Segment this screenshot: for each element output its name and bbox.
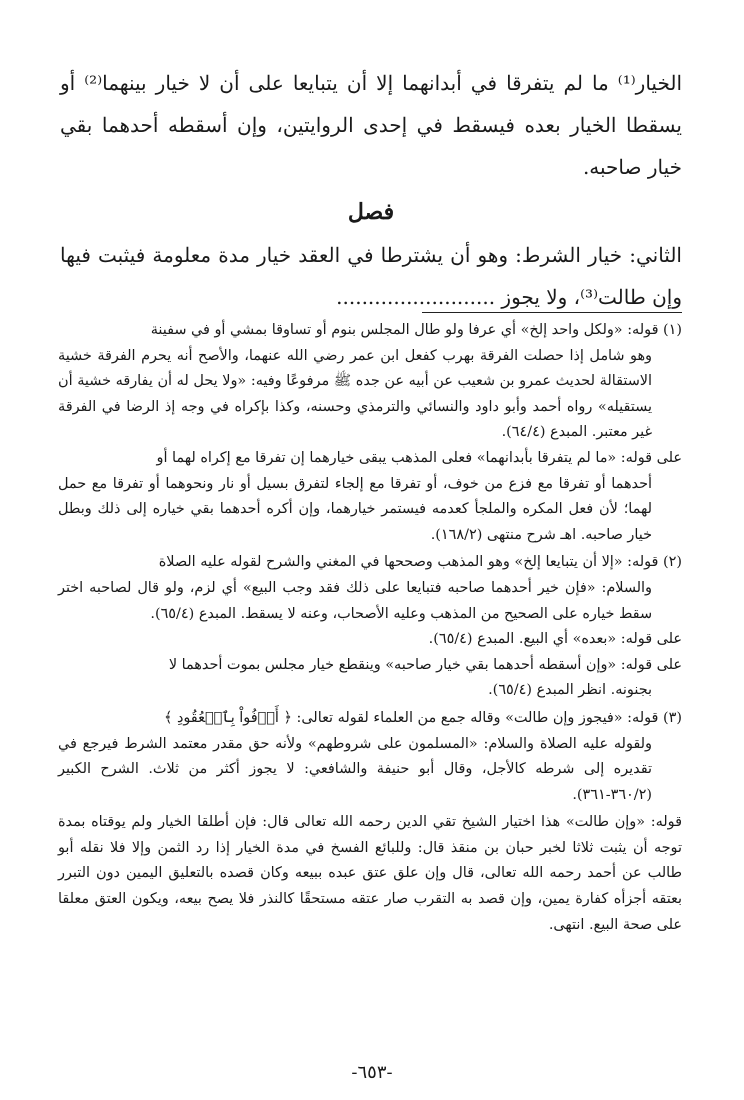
footnotes [58,318,682,938]
footnote-2-lead: (٢) قوله: «إلا أن يتبايعا إلخ» وهو المذهب وصححها في المغني والشرح لقوله عليه الصلاة [158,554,682,571]
footnote-1-comment-lead: على قوله: «ما لم يتفرقا بأبدانهما» فعلى المذهب يبقى خيارهما إن تفرقا مع إكراه لهما أو [156,449,682,466]
page-number: -٦٥٣- [351,1062,393,1083]
footnote-2-body: والسلام: «فإن خير أحدهما صاحبه فتبايعا على ذلك فقد وجب البيع» أي لزم، ولو قال لصاحبه اختر سقط خياره على الصحيح من المذهب وعليه الأصحاب، وعنه لا يسقط. المبدع (٦٥/٤). [58,579,652,622]
main-text [60,62,682,318]
footnote-1-lead: (١) قوله: «ولكل واحد إلخ» أي عرفا ولو طال المجلس بنوم أو تساوقا بمشي أو في سفينة [150,322,682,338]
footnote-2-comment-2-body: بجنونه. انظر المبدع (٦٥/٤). [488,682,652,699]
section-heading: فصل [347,199,395,225]
footnote-2-comment-1: على قوله: «بعده» أي البيع. المبدع (٦٥/٤). [428,631,682,648]
footnote-2-comment-2-lead: على قوله: «وإن أسقطه أحدهما بقي خيار صاحبه» وينقطع خيار مجلس بموت أحدهما لا [168,656,682,673]
main-paragraph-2: الثاني: خيار الشرط: وهو أن يشترطا في العقد خيار مدة معلومة فيثبت فيها وإن طالت⁽³⁾، ولا يجوز ......................... [60,243,682,309]
footnote-1-comment-body: أحدهما أو تفرقا مع فزع من خوف، أو تفرقا مع إلجاء لتفرق بسيل أو نار ونحوهما أو تفرقا مع حمل لهما؛ لأن فعل المكره والملجأ كعدمه فيستمر خيارهما، وإن أكره أحدهما بقي خياره إلى ذلك وبطل خيار صاحبه. اهـ شرح منتهى (١٦٨/٢). [58,475,652,543]
footnote-3-body: ولقوله عليه الصلاة والسلام: «المسلمون على شروطهم» ولأنه حق مقدر معتمد الشرط فيرجع في تقديره إلى شرطه كالأجل، وقال أبو حنيفة والشافعي: لا يجوز أكثر من ثلاث. الشرح الكبير (٣٦٠/٢-٣٦١). [58,735,652,803]
footnote-1-body: وهو شامل إذا حصلت الفرقة بهرب كفعل ابن عمر رضي الله عنهما، والأصح أنه يحرم الفرقة خشية الاستقالة لحديث عمرو بن شعيب عن أبيه عن جده ﷺ مرفوعًا وفيه: «ولا يحل له أن يفارقه خشية أن يستقيله» رواه أحمد وأبو داود والنسائي والترمذي وحسنه، وكذا بإكراه في وجه إذ الرضا في الفرقة غير معتبر. المبدع (٦٤/٤). [58,347,652,441]
footnote-3-lead: (٣) قوله: «فيجوز وإن طالت» وقاله جمع من العلماء لقوله تعالى: ﴿ أَوۡفُواْ بِٱلۡعُقُودِ ﴾ [163,709,682,726]
footnote-separator [422,312,682,313]
main-paragraph-1: الخيار⁽¹⁾ ما لم يتفرقا في أبدانهما إلا أن يتبايعا على أن لا خيار بينهما⁽²⁾ أو يسقطا الخيار بعده فيسقط في إحدى الروايتين، وإن أسقطه أحدهما بقي خيار صاحبه. [60,71,683,179]
footnote-3-comment: قوله: «وإن طالت» هذا اختيار الشيخ تقي الدين رحمه الله تعالى قال: فإن أطلقا الخيار ولم يوقتاه بمدة توجه أن يثبت ثلاثا لخبر حبان بن منقذ قال: وللبائع الفسخ في مدة الخيار إذا رد الثمن وإلا فلا نقله أبو طالب عن أحمد رحمه الله تعالى، قال وإن علق عتق عبده ببيعه وكان قصده بالتعليق اليمين دون التبرر بعتقه أجزأه كفارة يمين، وإن قصد به التقرب صار عتقه مستحقًا كالنذر فلا يصح بيعه، ويكون العتق معلقا على صحة البيع. انتهى. [58,814,682,933]
